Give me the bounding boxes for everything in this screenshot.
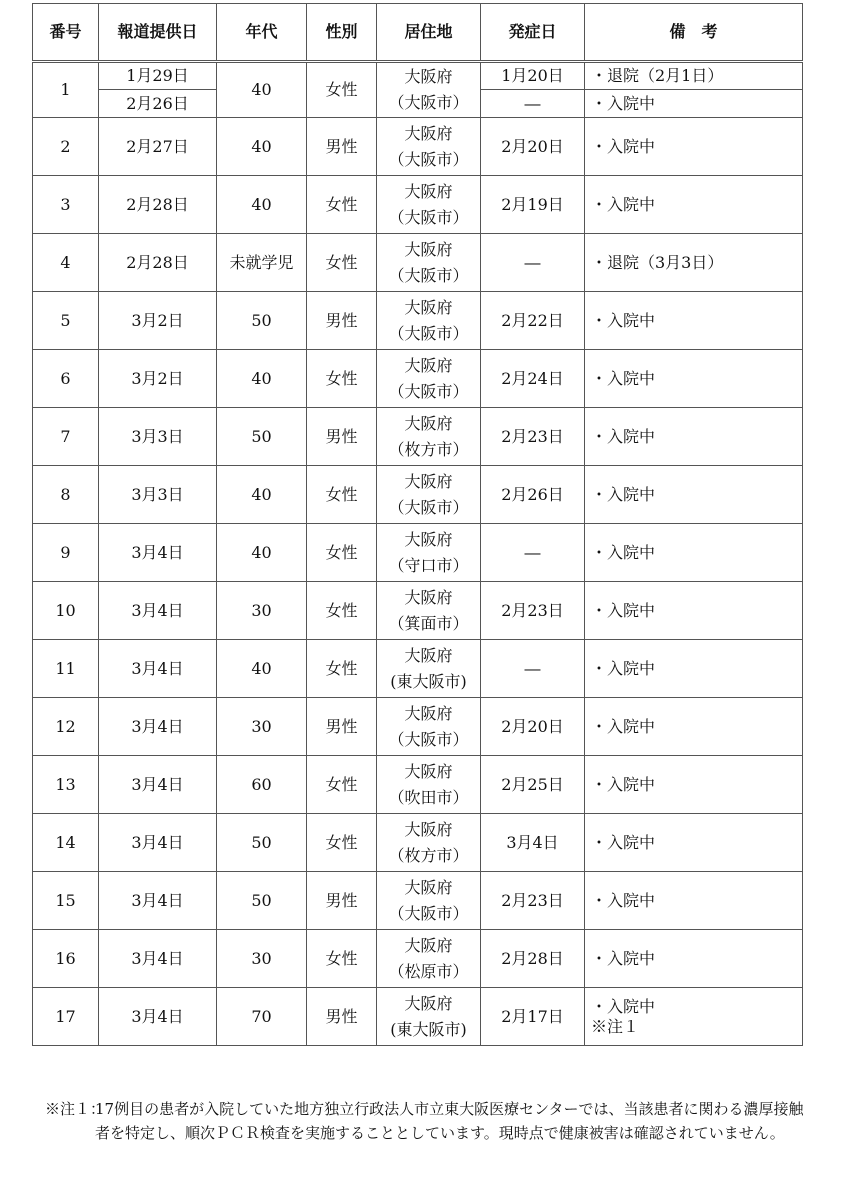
- remark-text: ・入院中: [591, 426, 656, 446]
- cell-age: 30: [217, 698, 307, 756]
- cell-report-date: 3月4日: [99, 814, 217, 872]
- remark-text: ・入院中: [591, 310, 656, 330]
- cell-onset: ―: [481, 640, 585, 698]
- cell-age: 40: [217, 118, 307, 176]
- residence-prefecture: 大阪府: [404, 877, 453, 897]
- cell-age: 40: [217, 350, 307, 408]
- cell-sex: 女性: [307, 176, 377, 234]
- cell-onset: 1月20日: [481, 62, 585, 90]
- cell-onset: 2月19日: [481, 176, 585, 234]
- residence-prefecture: 大阪府: [404, 471, 453, 491]
- cell-report-date: 2月28日: [99, 234, 217, 292]
- cell-remarks: [585, 408, 803, 466]
- residence-city: （吹田市）: [388, 787, 469, 807]
- remark-text: ・入院中: [591, 542, 656, 562]
- cell-number: 2: [33, 118, 99, 176]
- table-row: [33, 814, 803, 872]
- table-row: [33, 408, 803, 466]
- cell-onset: 2月20日: [481, 698, 585, 756]
- cell-number: 14: [33, 814, 99, 872]
- residence-prefecture: 大阪府: [404, 239, 453, 259]
- cell-residence: [377, 408, 481, 466]
- cell-remarks: [585, 466, 803, 524]
- cell-report-date: 3月4日: [99, 930, 217, 988]
- cell-report-date: 3月4日: [99, 756, 217, 814]
- cell-onset: 2月24日: [481, 350, 585, 408]
- cell-number: 4: [33, 234, 99, 292]
- residence-prefecture: 大阪府: [404, 819, 453, 839]
- table-row: [33, 582, 803, 640]
- cell-age: 60: [217, 756, 307, 814]
- cell-residence: [377, 176, 481, 234]
- cell-report-date: 3月3日: [99, 408, 217, 466]
- cell-residence: [377, 814, 481, 872]
- table-row: [33, 988, 803, 1046]
- remark-text: ・入院中: [591, 996, 656, 1016]
- table-row: [33, 466, 803, 524]
- cell-report-date: 2月27日: [99, 118, 217, 176]
- cell-sex: 男性: [307, 292, 377, 350]
- cell-number: 12: [33, 698, 99, 756]
- cell-remarks: [585, 234, 803, 292]
- table-row: [33, 234, 803, 292]
- cell-age: 40: [217, 640, 307, 698]
- cell-number: 5: [33, 292, 99, 350]
- remark-text: ・入院中: [591, 194, 656, 214]
- cell-onset: 2月25日: [481, 756, 585, 814]
- cell-sex: 男性: [307, 698, 377, 756]
- cell-report-date: 3月4日: [99, 872, 217, 930]
- cell-onset: 3月4日: [481, 814, 585, 872]
- cell-residence: [377, 350, 481, 408]
- cell-residence: [377, 62, 481, 118]
- cell-remarks: [585, 698, 803, 756]
- cell-report-date: 3月4日: [99, 524, 217, 582]
- cell-remarks: [585, 292, 803, 350]
- cell-residence: [377, 292, 481, 350]
- cell-age: 未就学児: [217, 234, 307, 292]
- table-row: [33, 756, 803, 814]
- cell-number: 11: [33, 640, 99, 698]
- cell-onset: 2月23日: [481, 408, 585, 466]
- cell-sex: 男性: [307, 118, 377, 176]
- cell-onset: 2月17日: [481, 988, 585, 1046]
- cell-sex: 男性: [307, 408, 377, 466]
- cell-report-date: 2月28日: [99, 176, 217, 234]
- cell-remarks: ・入院中: [585, 90, 803, 118]
- cell-number: 15: [33, 872, 99, 930]
- table-row: [33, 350, 803, 408]
- patient-table: [32, 3, 803, 1046]
- cell-number: 17: [33, 988, 99, 1046]
- residence-prefecture: 大阪府: [404, 413, 453, 433]
- cell-remarks: [585, 756, 803, 814]
- cell-residence: [377, 118, 481, 176]
- cell-report-date: 3月3日: [99, 466, 217, 524]
- cell-number: 9: [33, 524, 99, 582]
- header-residence: 居住地: [377, 4, 481, 62]
- cell-number: 8: [33, 466, 99, 524]
- cell-remarks: [585, 118, 803, 176]
- cell-residence: [377, 234, 481, 292]
- header-sex: 性別: [307, 4, 377, 62]
- table-row: [33, 62, 803, 90]
- cell-number: 16: [33, 930, 99, 988]
- cell-residence: [377, 988, 481, 1046]
- residence-city: （大阪市）: [388, 149, 469, 169]
- cell-onset: 2月22日: [481, 292, 585, 350]
- cell-age: 50: [217, 872, 307, 930]
- residence-city: （大阪市）: [388, 381, 469, 401]
- cell-sex: 女性: [307, 234, 377, 292]
- cell-onset: ―: [481, 90, 585, 118]
- table-header: [33, 4, 803, 62]
- cell-remarks: [585, 988, 803, 1046]
- residence-city: （大阪市）: [388, 93, 469, 112]
- residence-prefecture: 大阪府: [404, 993, 453, 1013]
- residence-prefecture: 大阪府: [404, 181, 453, 201]
- cell-residence: [377, 698, 481, 756]
- cell-number: 1: [33, 62, 99, 118]
- cell-age: 40: [217, 524, 307, 582]
- residence-city: （大阪市）: [388, 265, 469, 285]
- residence-prefecture: 大阪府: [404, 703, 453, 723]
- cell-residence: [377, 524, 481, 582]
- remark-note: ※注１: [591, 1016, 640, 1036]
- remark-text: ・入院中: [591, 658, 656, 678]
- footnote-text: 17例目の患者が入院していた地方独立行政法人市立東大阪医療センターでは、当該患者に関わる濃厚接触者を特定し、順次ＰＣＲ検査を実施することとしています。現時点で健康被害は確認されていません。: [95, 1100, 804, 1142]
- header-number: 番号: [33, 4, 99, 62]
- cell-remarks: [585, 524, 803, 582]
- cell-age: 40: [217, 62, 307, 118]
- cell-remarks: [585, 350, 803, 408]
- cell-age: 50: [217, 408, 307, 466]
- table-row: [33, 872, 803, 930]
- cell-sex: 女性: [307, 930, 377, 988]
- cell-remarks: [585, 176, 803, 234]
- table-row: [33, 292, 803, 350]
- table-row: [33, 698, 803, 756]
- residence-prefecture: 大阪府: [404, 355, 453, 375]
- cell-sex: 女性: [307, 466, 377, 524]
- residence-city: （枚方市）: [388, 439, 469, 459]
- residence-city: （箕面市）: [388, 613, 469, 633]
- cell-residence: [377, 582, 481, 640]
- remark-text: ・入院中: [591, 136, 656, 156]
- cell-report-date: 3月2日: [99, 292, 217, 350]
- cell-onset: 2月28日: [481, 930, 585, 988]
- residence-city: (東大阪市): [390, 1019, 467, 1039]
- cell-sex: 男性: [307, 988, 377, 1046]
- residence-prefecture: 大阪府: [404, 123, 453, 143]
- residence-city: （守口市）: [388, 555, 469, 575]
- cell-sex: 女性: [307, 524, 377, 582]
- residence-city: （大阪市）: [388, 729, 469, 749]
- cell-number: 6: [33, 350, 99, 408]
- header-remarks: 備 考: [585, 4, 803, 62]
- residence-city: （大阪市）: [388, 207, 469, 227]
- cell-sex: 女性: [307, 350, 377, 408]
- remark-text: ・入院中: [591, 600, 656, 620]
- cell-remarks: [585, 930, 803, 988]
- table-row: [33, 930, 803, 988]
- residence-city: (東大阪市): [390, 671, 467, 691]
- cell-number: 7: [33, 408, 99, 466]
- residence-prefecture: 大阪府: [404, 761, 453, 781]
- cell-report-date: 2月26日: [99, 90, 217, 118]
- cell-age: 70: [217, 988, 307, 1046]
- cell-remarks: [585, 814, 803, 872]
- cell-report-date: 3月4日: [99, 582, 217, 640]
- cell-residence: [377, 756, 481, 814]
- residence-city: （枚方市）: [388, 845, 469, 865]
- cell-residence: [377, 640, 481, 698]
- cell-number: 10: [33, 582, 99, 640]
- cell-report-date: 3月2日: [99, 350, 217, 408]
- cell-remarks: ・退院（2月1日）: [585, 62, 803, 90]
- cell-remarks: [585, 872, 803, 930]
- remark-text: ・退院（3月3日）: [591, 252, 724, 272]
- cell-number: 13: [33, 756, 99, 814]
- residence-prefecture: 大阪府: [404, 529, 453, 549]
- footnote-label: ※注１：: [45, 1100, 106, 1118]
- cell-sex: 女性: [307, 756, 377, 814]
- footnote: [45, 1097, 805, 1145]
- residence-prefecture: 大阪府: [404, 645, 453, 665]
- cell-sex: 女性: [307, 640, 377, 698]
- table-row: [33, 176, 803, 234]
- residence-prefecture: 大阪府: [404, 67, 453, 87]
- residence-prefecture: 大阪府: [404, 297, 453, 317]
- header-onset: 発症日: [481, 4, 585, 62]
- residence-prefecture: 大阪府: [404, 587, 453, 607]
- residence-prefecture: 大阪府: [404, 935, 453, 955]
- header-age: 年代: [217, 4, 307, 62]
- cell-age: 30: [217, 582, 307, 640]
- cell-report-date: 3月4日: [99, 640, 217, 698]
- cell-age: 50: [217, 814, 307, 872]
- remark-text: ・入院中: [591, 484, 656, 504]
- table-row: [33, 640, 803, 698]
- header-report-date: 報道提供日: [99, 4, 217, 62]
- cell-residence: [377, 872, 481, 930]
- remark-text: ・入院中: [591, 716, 656, 736]
- table-row: [33, 118, 803, 176]
- remark-text: ・入院中: [591, 890, 656, 910]
- cell-onset: 2月26日: [481, 466, 585, 524]
- remark-text: ・入院中: [591, 368, 656, 388]
- cell-sex: 男性: [307, 872, 377, 930]
- remark-text: ・入院中: [591, 832, 656, 852]
- cell-report-date: 1月29日: [99, 62, 217, 90]
- cell-remarks: [585, 582, 803, 640]
- cell-report-date: 3月4日: [99, 698, 217, 756]
- cell-sex: 女性: [307, 62, 377, 118]
- residence-city: （大阪市）: [388, 323, 469, 343]
- remark-text: ・入院中: [591, 774, 656, 794]
- cell-residence: [377, 466, 481, 524]
- residence-city: （大阪市）: [388, 903, 469, 923]
- cell-residence: [377, 930, 481, 988]
- cell-report-date: 3月4日: [99, 988, 217, 1046]
- cell-age: 30: [217, 930, 307, 988]
- cell-age: 40: [217, 176, 307, 234]
- cell-onset: 2月20日: [481, 118, 585, 176]
- residence-city: （大阪市）: [388, 497, 469, 517]
- table-row: [33, 524, 803, 582]
- cell-age: 40: [217, 466, 307, 524]
- cell-onset: ―: [481, 234, 585, 292]
- cell-remarks: [585, 640, 803, 698]
- remark-text: ・入院中: [591, 948, 656, 968]
- cell-sex: 女性: [307, 814, 377, 872]
- residence-city: （松原市）: [388, 961, 469, 981]
- cell-onset: 2月23日: [481, 872, 585, 930]
- cell-onset: ―: [481, 524, 585, 582]
- cell-age: 50: [217, 292, 307, 350]
- cell-number: 3: [33, 176, 99, 234]
- cell-sex: 女性: [307, 582, 377, 640]
- cell-onset: 2月23日: [481, 582, 585, 640]
